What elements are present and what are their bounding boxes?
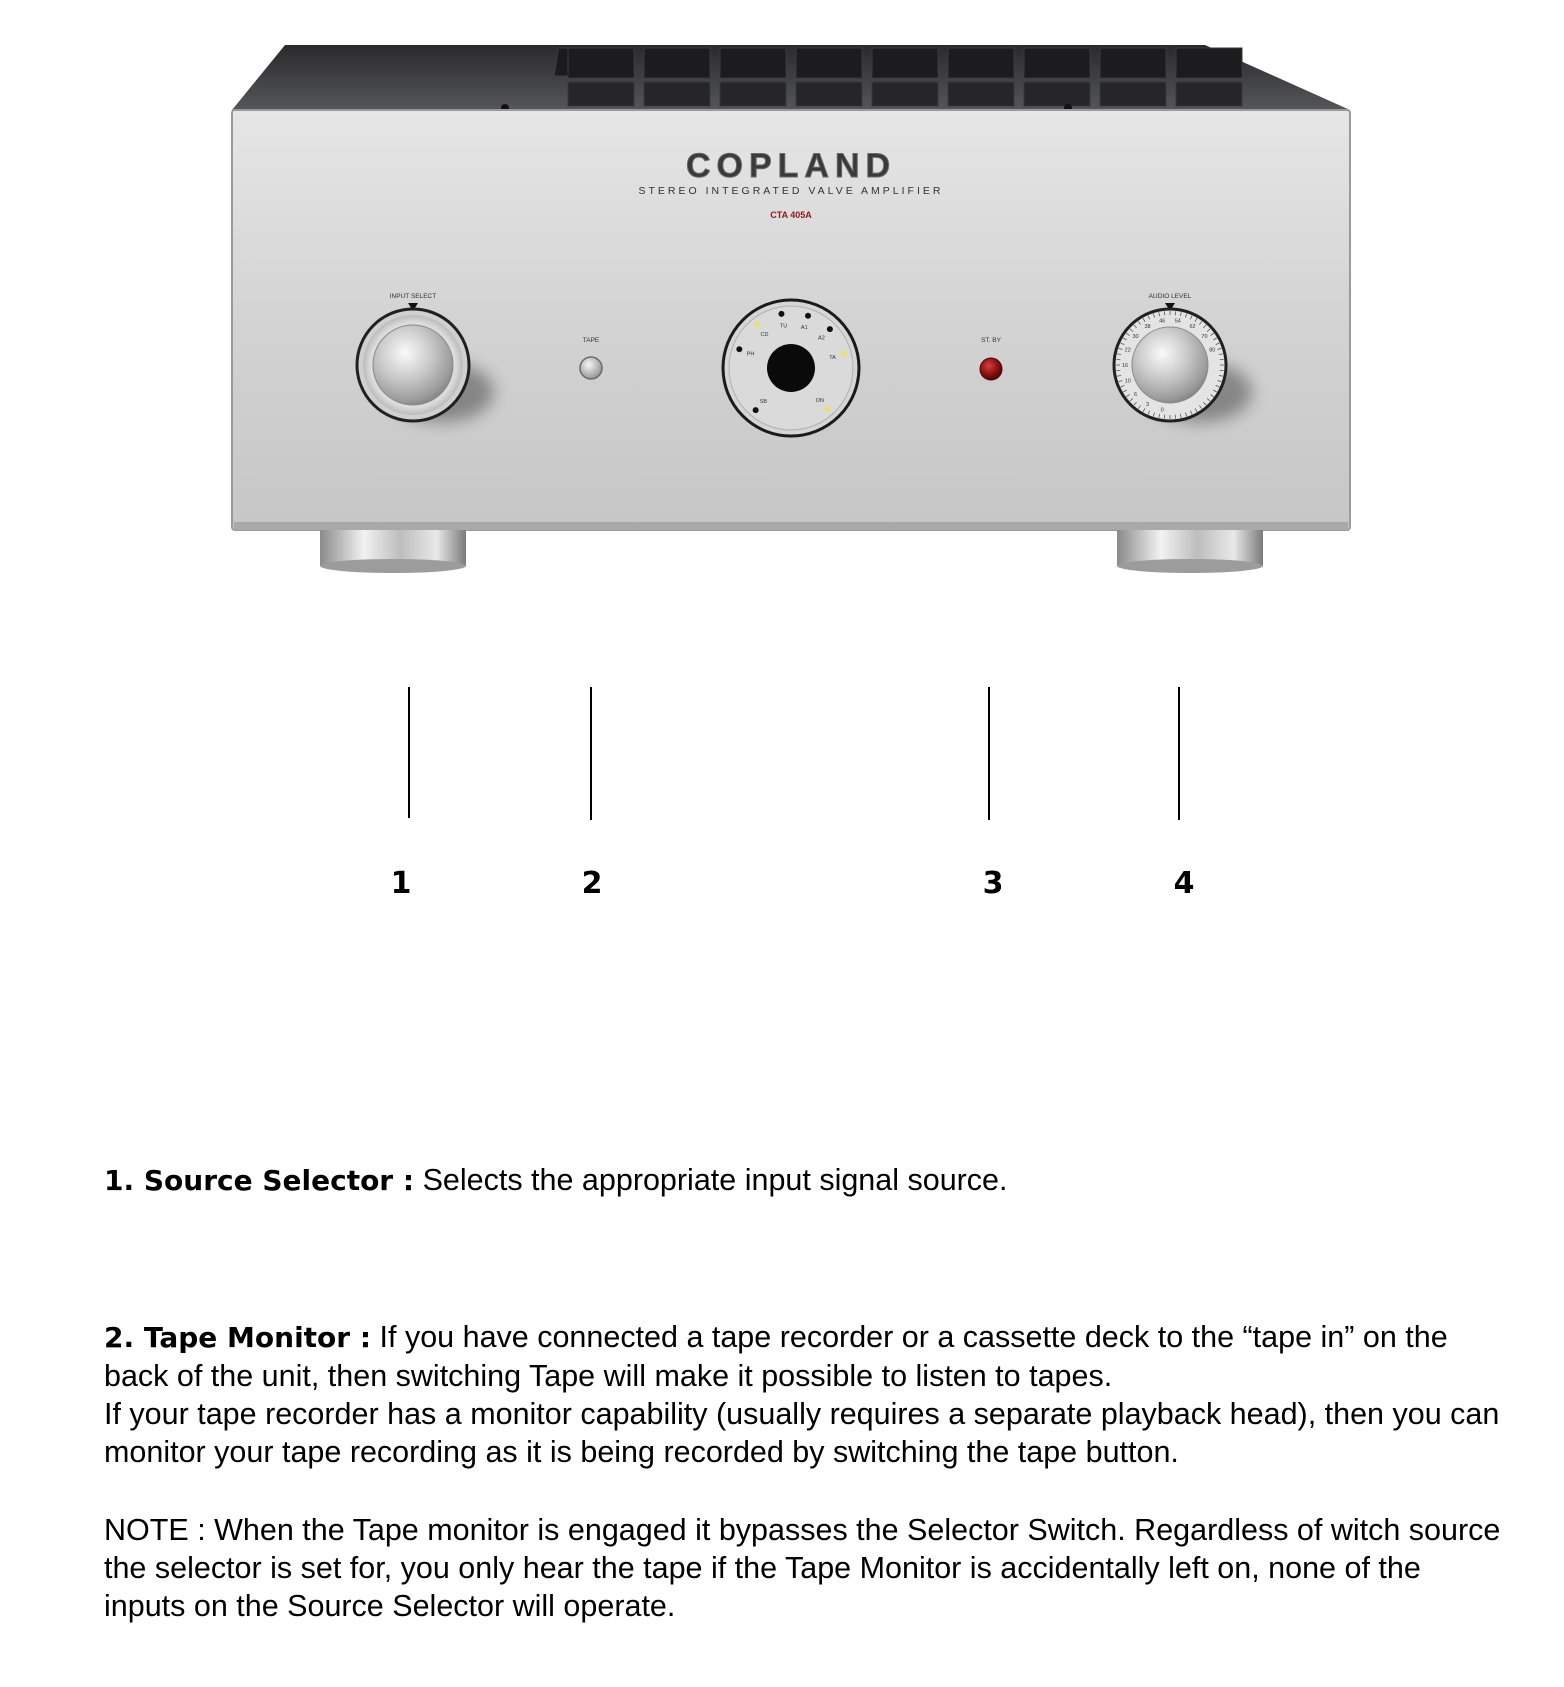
vent-slot [568,82,634,106]
volume-scale-number: 16 [1121,363,1129,369]
tape-label: TAPE [582,337,600,344]
vent-slot [1100,48,1166,78]
vent-slot [796,48,862,78]
model-number: CTA 405A [770,210,812,220]
vent-slot [796,82,862,106]
source-indicator-dot [827,326,833,332]
vent-slot [1024,82,1090,106]
callout-number-4: 4 [1173,866,1195,901]
vent-slot [872,48,938,78]
text-tape-monitor: If you have connected a tape recorder or a cassette deck to the “tape in” on the back of the unit, then switching Tape will make it possible to listen to tapes. [104,1320,1448,1393]
source-indicator-dot [754,322,760,328]
volume-scale-number: 3 [1145,401,1150,408]
source-indicator-dot [825,406,831,412]
source-indicator-dot [778,311,784,317]
source-indicator-label: A1 [800,325,808,332]
source-indicator-label: PH [746,351,755,358]
text-tape-monitor-capability: If your tape recorder has a monitor capability (usually requires a separate playback head), then you can monitor your tape recording as it is being recorded by switching the tape button. [104,1397,1500,1469]
vent-slot [1100,82,1166,106]
foot-left [320,530,466,573]
source-indicator-label: ON [815,397,824,404]
volume-scale-number: 22 [1124,347,1131,354]
text-source-selector: Selects the appropriate input signal source. [422,1163,1008,1197]
volume-scale-number: 54 [1174,318,1181,325]
foot-right [1117,530,1263,573]
vent-slot [1176,48,1242,78]
brand-logo: COPLAND [685,147,897,185]
volume-scale-number: 62 [1189,324,1196,331]
vent-slot [948,48,1014,78]
source-indicator-dial [723,300,859,436]
source-indicator-label: SB [759,398,768,405]
front-panel-bottom-edge [234,522,1348,530]
source-indicator-label: TU [779,323,788,330]
vent-slot [948,82,1014,106]
term-tape-monitor: 2. Tape Monitor : [104,1321,372,1354]
volume-scale-number: 38 [1144,324,1151,331]
callout-number-3: 3 [982,866,1004,901]
vent-slot [872,82,938,106]
vent-slot [1024,48,1090,78]
vent-slot [644,82,710,106]
standby-led [980,358,1002,380]
tape-monitor-button[interactable] [580,357,602,379]
source-indicator-dot [753,407,759,413]
source-indicator-label: A2 [818,335,825,342]
note-paragraph [104,1511,1504,1625]
audio-level-label: AUDIO LEVEL [1148,293,1192,300]
note-text: NOTE : When the Tape monitor is engaged it bypasses the Selector Switch. Regardless of witch source the selector is set for, you only hear the tape if the Tape Monitor is accidentally left on, none of the inputs on the Source Selector will operate. [104,1513,1501,1623]
source-indicator-dot [841,351,847,357]
volume-scale-number: 0 [1160,407,1164,414]
volume-scale-number: 10 [1124,378,1131,385]
vent-slot [720,48,786,78]
center-display-window [767,344,815,392]
product-subtitle: STEREO INTEGRATED VALVE AMPLIFIER [638,185,944,197]
volume-scale-number: 80 [1209,347,1216,354]
vent-slot [720,82,786,106]
vent-slots [568,48,1242,106]
source-indicator-label: TA [829,354,836,361]
description-tape-monitor [104,1318,1504,1471]
standby-label: ST. BY [981,337,1001,344]
volume-scale-number: 46 [1159,318,1166,325]
source-indicator-label: CD [760,332,769,339]
callout-number-2: 2 [581,866,603,901]
vent-slot [568,48,634,78]
volume-scale-number: 30 [1132,334,1139,341]
term-source-selector: 1. Source Selector : [104,1164,415,1197]
volume-scale-number: 70 [1201,334,1208,341]
description-source-selector [104,1161,1504,1200]
callout-number-1: 1 [390,866,412,901]
source-indicator-dot [736,346,742,352]
source-indicator-dot [805,313,811,319]
volume-scale-number: 6 [1133,391,1138,398]
vent-slot [644,48,710,78]
input-select-label: INPUT SELECT [389,293,437,300]
vent-slot [1176,82,1242,106]
